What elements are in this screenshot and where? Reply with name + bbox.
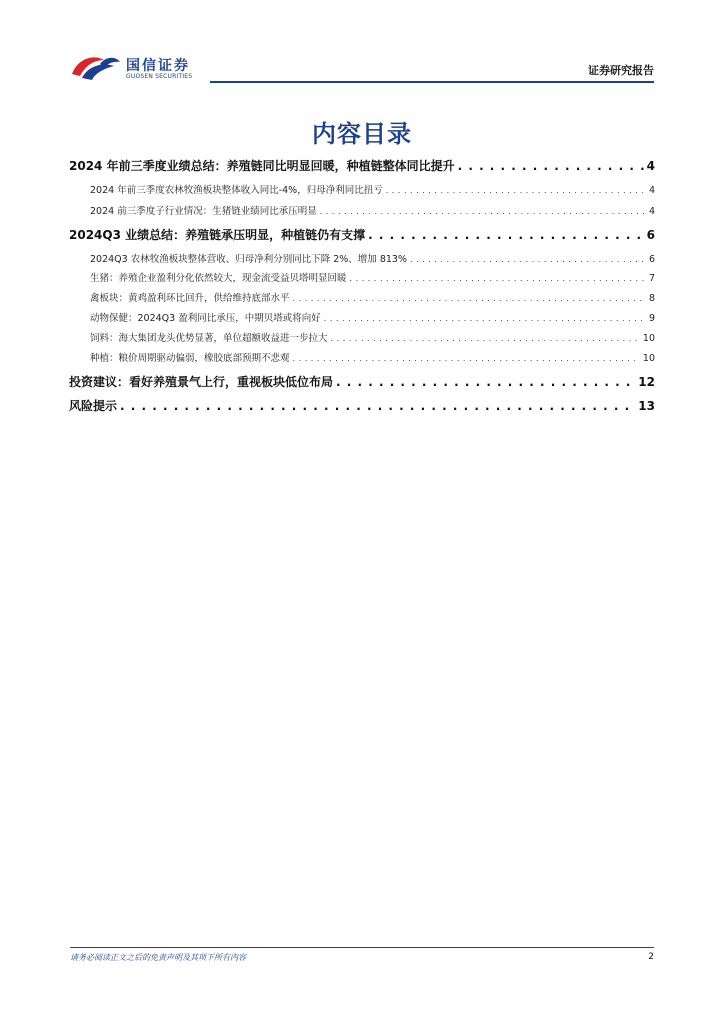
toc-entry-label: 生猪：养殖企业盈利分化依然较大，现金流受益贝塔明显回暖 (90, 273, 347, 284)
toc-entry-label: 禽板块：黄鸡盈利环比回升，供给维持底部水平 (90, 293, 290, 304)
toc-entry-label: 风险提示 (69, 399, 118, 413)
toc-entry-page: 8 (648, 293, 655, 304)
toc-entry-page: 13 (638, 399, 655, 413)
header-divider (210, 81, 654, 83)
logo-text-cn: 国信证券 (126, 58, 190, 74)
page-number: 2 (648, 952, 654, 962)
toc-dot-leader (410, 255, 646, 264)
toc-entry[interactable] (69, 397, 655, 414)
toc-entry-page: 6 (646, 228, 655, 242)
toc-dot-leader (350, 274, 646, 283)
toc-entry[interactable] (90, 251, 655, 265)
toc-entry-page: 10 (642, 333, 655, 344)
toc-entry[interactable] (90, 350, 655, 364)
toc-dot-leader (368, 228, 644, 242)
toc-entry[interactable] (90, 310, 655, 324)
toc-entry-page: 4 (648, 185, 655, 196)
toc-entry-page: 6 (648, 254, 655, 265)
toc-entry-label: 2024 年前三季度业绩总结：养殖链同比明显回暖，种植链整体同比提升 (69, 159, 455, 173)
toc-entry-page: 7 (648, 273, 655, 284)
toc-dot-leader (331, 334, 640, 343)
toc-entry-label: 动物保健：2024Q3 盈利同比承压，中期贝塔或将向好 (90, 313, 321, 324)
toc-dot-leader (336, 375, 635, 389)
toc-entry[interactable] (90, 182, 655, 196)
disclaimer-text: 请务必阅读正文之后的免责声明及其项下所有内容 (70, 953, 246, 962)
toc-entry[interactable] (90, 330, 655, 344)
toc-dot-leader (293, 294, 646, 303)
toc-entry[interactable] (90, 203, 655, 217)
logo-text-en: GUOSEN SECURITIES (126, 73, 193, 80)
toc-entry-page: 10 (642, 353, 655, 364)
toc-entry-label: 种植：粮价周期驱动偏弱，橡胶底部预期不悲观 (90, 353, 290, 364)
toc-entry-label: 2024Q3 业绩总结：养殖链承压明显，种植链仍有支撑 (69, 228, 366, 242)
footer-divider (70, 947, 654, 948)
toc-entry-label: 投资建议：看好养殖景气上行，重视板块低位布局 (69, 375, 334, 389)
toc-entry[interactable] (69, 157, 655, 174)
toc-entry[interactable] (69, 373, 655, 390)
company-logo (70, 52, 210, 84)
toc-entry-label: 2024 前三季度子行业情况：生猪链业绩同比承压明显 (90, 206, 317, 217)
toc-entry[interactable] (90, 270, 655, 284)
toc-entry-label: 2024 年前三季度农林牧渔板块整体收入同比-4%，归母净利同比扭亏 (90, 185, 383, 196)
toc-dot-leader (386, 186, 646, 195)
toc-dot-leader (458, 159, 644, 173)
toc-dot-leader (293, 354, 640, 363)
toc-entry-page: 4 (646, 159, 655, 173)
toc-entry[interactable] (69, 226, 655, 243)
toc-entry-label: 2024Q3 农林牧渔板块整体营收、归母净利分别同比下降 2%、增加 813% (90, 254, 407, 265)
report-type-label: 证券研究报告 (588, 64, 654, 77)
toc-entry-page: 9 (648, 313, 655, 324)
toc-title: 内容目录 (312, 120, 412, 148)
toc-entry-page: 12 (638, 375, 655, 389)
toc-dot-leader (320, 207, 646, 216)
guosen-logo-icon (70, 52, 122, 82)
toc-entry[interactable] (90, 290, 655, 304)
toc-dot-leader (324, 314, 646, 323)
toc-entry-label: 饲料：海大集团龙头优势显著，单位超额收益进一步拉大 (90, 333, 328, 344)
page-header (0, 0, 724, 90)
toc-dot-leader (120, 399, 635, 413)
toc-entry-page: 4 (648, 206, 655, 217)
